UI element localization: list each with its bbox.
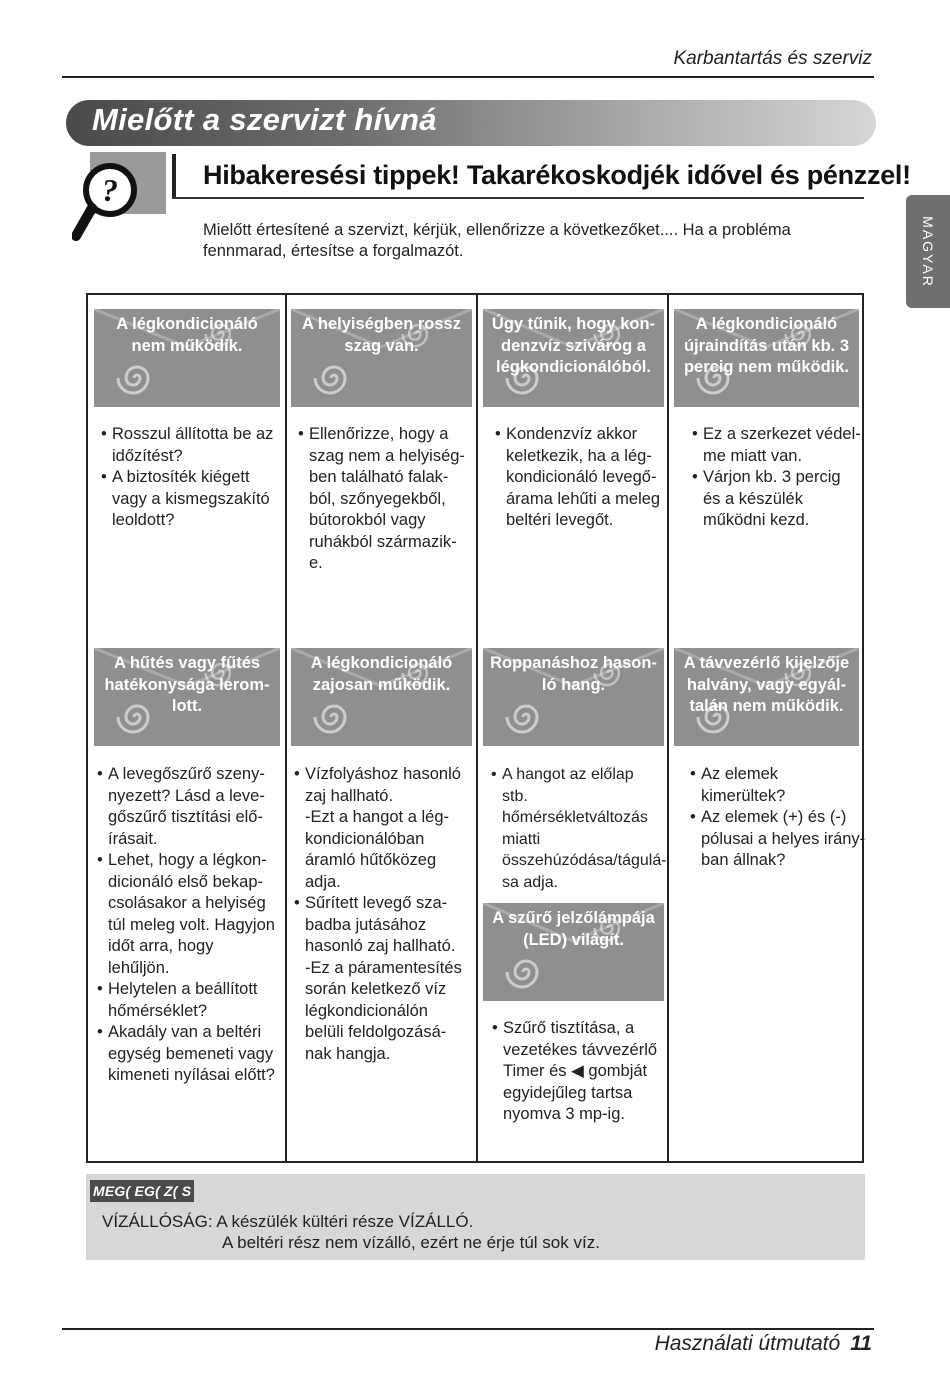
note-text: VÍZÁLLÓSÁG: A készülék kültéri része VÍZÁLLÓ. (102, 1212, 474, 1231)
top-rule (62, 76, 874, 78)
problem-title: A helyiségben rossz szag van. (302, 315, 461, 355)
heading-bar (172, 154, 176, 198)
tip-item: • A levegőszűrő szeny-nyezett? Lásd a leve-gőszűrő tisztítási elő-írásait. (97, 764, 279, 850)
svg-text:?: ? (102, 172, 118, 208)
tip-item: • Helytelen a beállított hőmérséklet? (97, 979, 279, 1022)
language-tab-label: MAGYAR (920, 215, 936, 288)
note-label: MEG( EG( Z( S (90, 1180, 194, 1202)
tip-item: • A biztosíték kiégett vagy a kismegszakító leoldott? (101, 467, 279, 532)
problem-card (483, 309, 664, 407)
problem-card (674, 309, 859, 407)
problem-card (94, 648, 280, 746)
tip-item: • Az elemek kimerültek? (690, 764, 866, 807)
tip-item: • Akadály van a beltéri egység bemeneti vagy kimeneti nyílásai előtt? (97, 1022, 279, 1087)
swirl-icon (505, 696, 547, 738)
tip-item: • Az elemek (+) és (-) pólusai a helyes irány-ban állnak? (690, 807, 866, 872)
tip-item: • Várjon kb. 3 percig és a készülék működni kezd. (692, 467, 862, 532)
subheading: Hibakeresési tippek! Takarékoskodjék idővel és pénzzel! (203, 160, 911, 190)
tips-list (692, 424, 862, 532)
problem-title: A légkondicionáló újraindítás után kb. 3 percig nem működik. (683, 315, 850, 376)
tips-list (492, 1018, 662, 1126)
footer (655, 1332, 872, 1356)
problem-title: A szűrő jelzőlámpája (LED) világít. (492, 909, 655, 949)
tip-item: • Ez a szerkezet védel-me miatt van. (692, 424, 862, 467)
tips-list (298, 424, 470, 575)
heading-rule (172, 197, 864, 199)
problem-card (483, 648, 664, 746)
column-divider (285, 295, 287, 1161)
page-number: 11 (850, 1332, 872, 1355)
problem-card (483, 903, 664, 1001)
tip-item: • Kondenzvíz akkor keletkezik, ha a lég-kondicionáló levegő-árama lehűti a meleg beltéri levegőt. (495, 424, 663, 532)
column-divider (476, 295, 478, 1161)
magnifier-question-icon (72, 152, 168, 242)
swirl-icon (505, 951, 547, 993)
column-divider (667, 295, 669, 1161)
tip-item: • A hangot az előlap stb. hőmérsékletváltozás miatti összehúzódása/tágulá-sa adja. (491, 764, 663, 893)
footer-title: Használati útmutató (654, 1332, 841, 1355)
tip-item: • Lehet, hogy a légkon-dicionáló első bekap-csolásakor a helyiség túl meleg volt. Hagyjon időt arra, hogy lehűljön. (97, 850, 279, 979)
tip-item: • Sűrített levegő sza-badba jutásához hasonló zaj hallható. (294, 893, 470, 958)
problem-card (674, 648, 859, 746)
swirl-icon (313, 696, 355, 738)
problem-title: Úgy tűnik, hogy kon-denzvíz szivárog a légkondicionálóból. (491, 315, 656, 376)
tip-item: • Vízfolyáshoz hasonló zaj hallható. (294, 764, 470, 807)
tip-item: • Rosszul állította be az időzítést? (101, 424, 279, 467)
language-tab (906, 195, 950, 308)
problem-card (291, 309, 472, 407)
note-text: A beltéri rész nem vízálló, ezért ne érje túl sok víz. (222, 1233, 600, 1252)
tips-list (690, 764, 866, 872)
tip-item: • Ellenőrizze, hogy a szag nem a helyiség-ben található falak-ból, szőnyegekből, bútorokból vagy ruhákból származik-e. (298, 424, 470, 575)
problem-title: A hűtés vagy fűtés hatékonysága lerom-lott. (104, 654, 270, 715)
page-title: Mielőtt a szervizt hívná (92, 102, 437, 137)
problem-card (94, 309, 280, 407)
problem-title: Roppanáshoz hason-ló hang. (490, 654, 657, 694)
swirl-icon (313, 357, 355, 399)
swirl-icon (116, 357, 158, 399)
problem-title: A légkondicionáló zajosan működik. (310, 654, 453, 694)
tip-item: • Szűrő tisztítása, a vezetékes távvezérlő Timer és ◀ gombját egyidejűleg tartsa nyomva 3 mp-ig. (492, 1018, 662, 1126)
tip-subitem: -Ezt a hangot a lég-kondicionálóban áramló hűtőközeg adja. (305, 808, 450, 891)
problem-card (291, 648, 472, 746)
tips-list (294, 764, 470, 1065)
problem-title: A légkondicionáló nem működik. (116, 315, 258, 355)
tips-list (97, 764, 279, 1087)
tip-subitem: -Ez a páramentesítés során keletkező víz légkondicionálón belüli feldolgozásá-nak hangja. (305, 958, 462, 1063)
intro-text: Mielőtt értesítené a szervizt, kérjük, ellenőrizze a következőket.... Ha a probléma fennmarad, értesítse a forgalmazót. (203, 221, 791, 260)
bottom-rule (62, 1328, 874, 1330)
running-header: Karbantartás és szerviz (673, 48, 872, 69)
tips-list (101, 424, 279, 532)
problem-title: A távvezérlő kijelzője halvány, vagy egyál-talán nem működik. (683, 654, 850, 715)
tips-list (495, 424, 663, 532)
tips-list (491, 764, 667, 893)
